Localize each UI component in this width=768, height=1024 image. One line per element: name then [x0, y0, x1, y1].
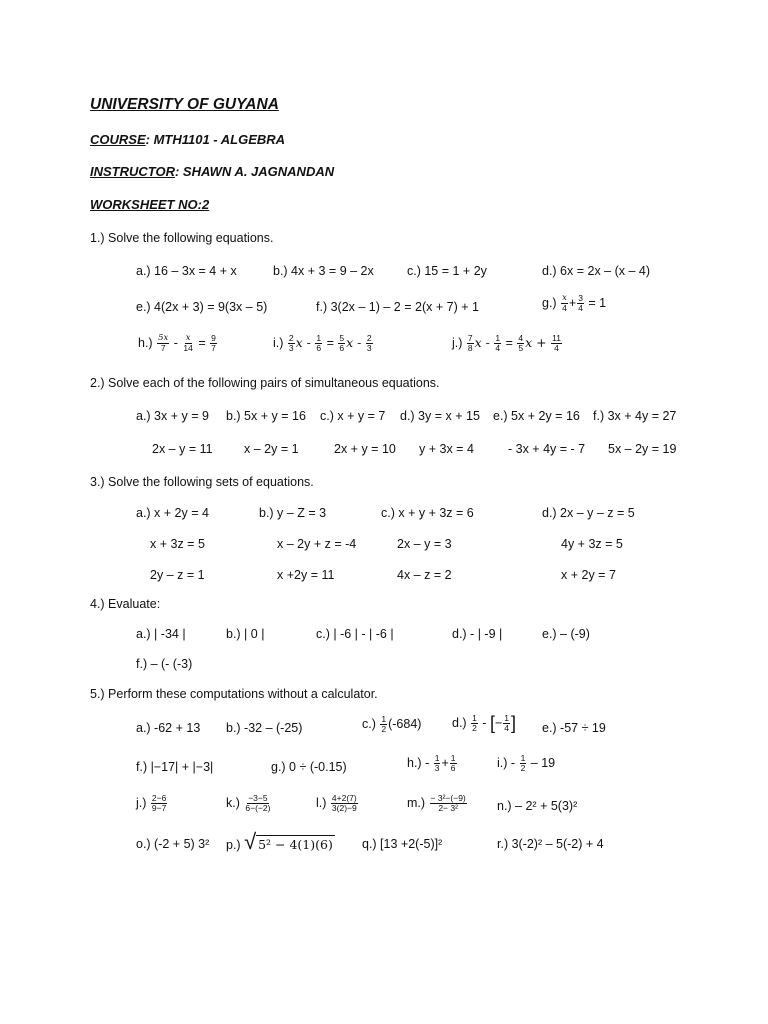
q5-item-r: r.) 3(-2)² – 5(-2) + 4: [497, 837, 604, 851]
numerator: 1: [316, 333, 322, 343]
q4-item: d.) - | -9 |: [452, 627, 503, 641]
q5-item-n: n.) – 2² + 5(3)²: [497, 799, 578, 813]
q1-item-b: b.) 4x + 3 = 9 – 2x: [273, 264, 374, 278]
fraction: [182, 334, 193, 353]
q3-eq: d.) 2x – y – z = 5: [542, 506, 635, 520]
fraction: [157, 334, 169, 353]
q1-item-a: a.) 16 – 3x = 4 + x: [136, 264, 237, 278]
denominator: 5: [518, 343, 524, 353]
variable: x -: [474, 334, 490, 350]
fraction: [244, 794, 271, 813]
right-bracket: ]: [511, 713, 517, 733]
minus: -: [173, 335, 178, 350]
fraction: [338, 334, 345, 353]
fraction: [331, 794, 358, 813]
q4-prompt: 4.) Evaluate:: [90, 597, 161, 611]
q5-item-e: e.) -57 ÷ 19: [542, 721, 606, 735]
numerator: 1: [450, 753, 456, 763]
denominator: 2: [472, 723, 477, 733]
numerator: 1: [495, 333, 501, 343]
fraction: [380, 715, 387, 734]
course-value: : MTH1101 - ALGEBRA: [145, 132, 286, 147]
denominator: 2: [381, 724, 387, 734]
q1-prompt: 1.) Solve the following equations.: [90, 231, 274, 245]
numerator: 2: [366, 333, 372, 343]
q5-item-h: [407, 754, 458, 773]
label: h.): [138, 335, 153, 350]
fraction: [430, 794, 467, 813]
fraction: [503, 714, 510, 733]
minus: -: [510, 755, 516, 770]
denominator: 6: [450, 763, 456, 773]
q4-item: a.) | -34 |: [136, 627, 186, 641]
plus: +: [568, 295, 577, 310]
q3-eq: x + 3z = 5: [150, 537, 205, 551]
label: p.): [226, 838, 241, 852]
q5-item-o: o.) (-2 + 5) 3²: [136, 837, 210, 851]
denominator: 6: [316, 343, 322, 353]
q5-item-i: [497, 754, 555, 773]
denominator: 7: [160, 343, 166, 353]
equals: =: [198, 335, 206, 350]
fraction: [366, 334, 373, 353]
denominator: 2− 3²: [438, 803, 458, 813]
instructor-value: : SHAWN A. JAGNANDAN: [174, 164, 335, 179]
denominator: 6−(−2): [245, 803, 271, 813]
denominator: 4: [495, 343, 501, 353]
denominator: 3(2)−9: [331, 803, 357, 813]
negative: −: [494, 715, 503, 730]
denominator: 8: [467, 343, 473, 353]
left-bracket: [: [489, 713, 495, 733]
q3-eq: b.) y – Z = 3: [259, 506, 327, 520]
label: k.): [226, 795, 240, 810]
fraction: [288, 334, 295, 353]
denominator: 14: [183, 343, 193, 353]
q1-item-e: e.) 4(2x + 3) = 9(3x – 5): [136, 300, 268, 314]
q1-item-h: [138, 334, 218, 353]
fraction: [450, 754, 457, 773]
q2-eq: 2x + y = 10: [334, 442, 396, 456]
q1-item-f: f.) 3(2x – 1) – 2 = 2(x + 7) + 1: [316, 300, 479, 314]
label: i.): [273, 335, 284, 350]
q5-item-k: [226, 794, 272, 813]
q5-item-g: g.) 0 ÷ (-0.15): [271, 760, 347, 774]
fraction: [520, 754, 527, 773]
denominator: 3: [434, 763, 440, 773]
q2-prompt: 2.) Solve each of the following pairs of simultaneous equations.: [90, 376, 440, 390]
minus: -: [482, 715, 487, 730]
q3-eq: 2y – z = 1: [150, 568, 205, 582]
instructor-line: [90, 164, 334, 179]
q5-item-m: [407, 794, 468, 813]
q2-eq: b.) 5x + y = 16: [226, 409, 306, 423]
denominator: 2: [520, 763, 526, 773]
fraction: [471, 714, 478, 733]
numerator: 1: [381, 714, 387, 724]
q1-item-c: c.) 15 = 1 + 2y: [407, 264, 487, 278]
university-title: UNIVERSITY OF GUYANA: [90, 96, 279, 113]
q5-item-l: [316, 794, 359, 813]
q4-item: b.) | 0 |: [226, 627, 265, 641]
q2-eq: x – 2y = 1: [244, 442, 299, 456]
q2-eq: a.) 3x + y = 9: [136, 409, 209, 423]
q5-item-j: [136, 794, 168, 813]
q5-item-p: [226, 829, 335, 854]
numerator: 1: [504, 713, 510, 723]
fraction: [561, 294, 568, 313]
q3-eq: c.) x + y + 3z = 6: [381, 506, 474, 520]
numerator: 4+2(7): [331, 793, 357, 803]
course-label: COURSE: [90, 132, 146, 147]
numerator: 9: [211, 333, 216, 343]
rest: (-684): [388, 716, 422, 731]
instructor-label: INSTRUCTOR: [90, 164, 175, 179]
numerator: 5: [339, 333, 345, 343]
equals: =: [326, 335, 334, 350]
numerator: −3−5: [248, 793, 268, 803]
q1-item-d: d.) 6x = 2x – (x – 4): [542, 264, 651, 278]
q4-item: e.) – (-9): [542, 627, 590, 641]
denominator: 7: [211, 343, 216, 353]
q5-item-f: f.) |−17| + |−3|: [136, 760, 214, 774]
q2-eq: f.) 3x + 4y = 27: [593, 409, 677, 423]
label: j.): [136, 795, 147, 810]
denominator: 9−7: [151, 803, 167, 813]
numerator: x: [562, 293, 567, 303]
radicand: 5² − 4(1)(6): [258, 837, 333, 852]
label: j.): [452, 335, 463, 350]
q3-eq: 4y + 3z = 5: [561, 537, 623, 551]
worksheet-number: WORKSHEET NO:2: [90, 197, 210, 212]
fraction: [315, 334, 322, 353]
denominator: 4: [554, 343, 559, 353]
label: d.): [452, 715, 467, 730]
numerator: 1: [472, 713, 477, 723]
numerator: 3: [578, 293, 583, 303]
plus: +: [441, 755, 449, 770]
label: g.): [542, 295, 557, 310]
q3-eq: 2x – y = 3: [397, 537, 452, 551]
label: h.): [407, 755, 422, 770]
fraction: [494, 334, 501, 353]
numerator: x: [185, 333, 191, 343]
q1-item-g: [542, 294, 606, 313]
denominator: 4: [562, 303, 567, 313]
equals: =: [505, 335, 513, 350]
q4-item: c.) | -6 | - | -6 |: [316, 627, 394, 641]
q2-eq: d.) 3y = x + 15: [400, 409, 480, 423]
q4-item: f.) – (- (-3): [136, 657, 193, 671]
q2-eq: 2x – y = 11: [152, 442, 213, 456]
denominator: 6: [339, 343, 345, 353]
numerator: 11: [552, 333, 561, 343]
q5-prompt: 5.) Perform these computations without a calculator.: [90, 687, 378, 701]
minus: -: [425, 755, 430, 770]
q2-eq: - 3x + 4y = - 7: [508, 442, 586, 456]
q5-item-d: [452, 713, 516, 734]
q2-eq: c.) x + y = 7: [320, 409, 386, 423]
q3-eq: 4x – z = 2: [397, 568, 452, 582]
denominator: 4: [504, 723, 510, 733]
numerator: 1: [434, 753, 440, 763]
numerator: 2−6: [151, 793, 167, 803]
q3-eq: a.) x + 2y = 4: [136, 506, 209, 520]
q2-eq: y + 3x = 4: [419, 442, 474, 456]
q5-item-b: b.) -32 – (-25): [226, 721, 303, 735]
variable: x +: [525, 334, 547, 350]
equals-part: = 1: [588, 295, 607, 310]
fraction: [517, 334, 524, 353]
numerator: − 3²−(−9): [430, 793, 466, 803]
label: l.): [316, 795, 327, 810]
q2-eq: e.) 5x + 2y = 16: [493, 409, 580, 423]
fraction: [577, 294, 584, 313]
numerator: 2: [288, 333, 294, 343]
label: c.): [362, 716, 376, 731]
fraction: [551, 334, 562, 353]
radical-sign: √: [244, 829, 257, 854]
q1-item-i: [273, 334, 374, 353]
q3-prompt: 3.) Solve the following sets of equations.: [90, 475, 314, 489]
q5-item-q: q.) [13 +2(-5)]²: [362, 837, 443, 851]
denominator: 4: [578, 303, 583, 313]
fraction: [210, 334, 217, 353]
q2-eq: 5x – 2y = 19: [608, 442, 677, 456]
denominator: 3: [366, 343, 372, 353]
course-line: [90, 132, 285, 147]
numerator: 7: [467, 333, 473, 343]
q1-item-j: [452, 334, 563, 353]
fraction: [467, 334, 474, 353]
q3-eq: x +2y = 11: [277, 568, 335, 582]
fraction: [434, 754, 441, 773]
q5-item-c: [362, 715, 421, 734]
square-root: [244, 829, 335, 854]
label: m.): [407, 795, 426, 810]
label: i.): [497, 755, 508, 770]
numerator: 1: [520, 753, 526, 763]
rest: – 19: [530, 755, 556, 770]
numerator: 4: [518, 333, 524, 343]
numerator: 5x: [158, 333, 169, 343]
denominator: 3: [288, 343, 294, 353]
q3-eq: x – 2y + z = -4: [277, 537, 357, 551]
variable: x -: [346, 334, 362, 350]
q5-item-a: a.) -62 + 13: [136, 721, 201, 735]
q3-eq: x + 2y = 7: [561, 568, 616, 582]
variable: x -: [295, 334, 311, 350]
fraction: [151, 794, 167, 813]
